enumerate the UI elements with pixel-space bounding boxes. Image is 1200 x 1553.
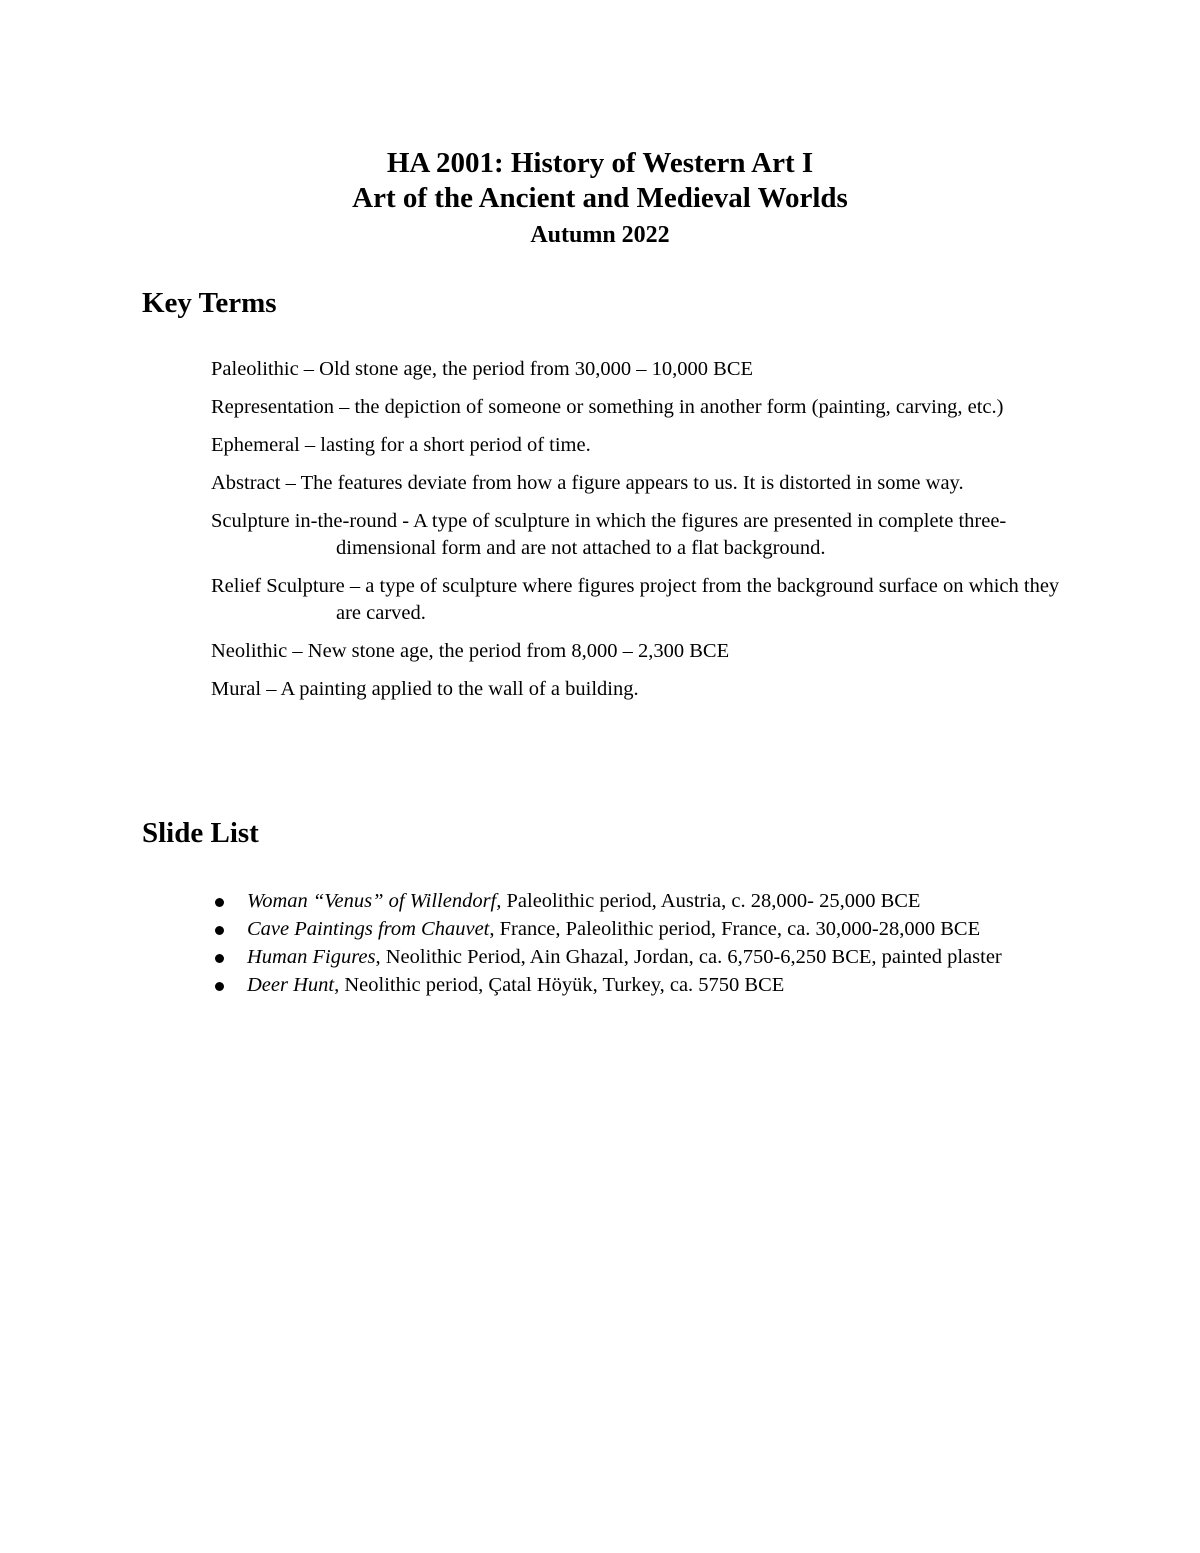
artwork-title: Cave Paintings from Chauvet — [247, 918, 490, 940]
key-term-item: Paleolithic – Old stone age, the period from 30,000 – 10,000 BCE — [211, 358, 754, 380]
course-subtitle: Art of the Ancient and Medieval Worlds — [352, 182, 848, 214]
key-term-item: Mural – A painting applied to the wall of a building. — [211, 678, 639, 700]
artwork-details: , France, Paleolithic period, France, ca. 30,000-28,000 BCE — [489, 918, 981, 940]
key-term-item: Sculpture in-the-round - A type of sculpture in which the figures are presented in complete three-dimensional form and are not attached to a flat background. — [211, 510, 1007, 559]
artwork-title: Deer Hunt — [247, 974, 335, 996]
key-terms-heading: Key Terms — [142, 287, 277, 319]
course-term: Autumn 2022 — [530, 222, 670, 248]
bullet-icon — [215, 926, 224, 935]
slide-list-heading: Slide List — [142, 817, 259, 849]
artwork-details: , Neolithic period, Çatal Höyük, Turkey, ca. 5750 BCE — [334, 974, 785, 996]
key-term-item: Neolithic – New stone age, the period from 8,000 – 2,300 BCE — [211, 640, 730, 662]
bullet-icon — [215, 982, 224, 991]
slide-list-item — [211, 916, 1061, 943]
artwork-details: Paleolithic period, Austria, c. 28,000- 25,000 BCE — [501, 890, 921, 912]
course-title: HA 2001: History of Western Art I — [386, 147, 814, 179]
slide-list-item — [211, 944, 1061, 971]
key-term-item: Abstract – The features deviate from how a figure appears to us. It is distorted in some way. — [211, 472, 964, 494]
key-terms-list — [211, 356, 1061, 714]
slide-list-item — [211, 888, 1061, 915]
artwork-title: Woman “Venus” of Willendorf, — [247, 890, 502, 912]
key-term-item: Representation – the depiction of someone or something in another form (painting, carving, etc.) — [211, 396, 1004, 418]
bullet-icon — [215, 898, 224, 907]
key-term-item: Ephemeral – lasting for a short period of time. — [211, 434, 591, 456]
artwork-title: Human Figures — [247, 946, 376, 968]
artwork-details: , Neolithic Period, Ain Ghazal, Jordan, ca. 6,750-6,250 BCE, painted plaster — [375, 946, 1002, 968]
document-header — [0, 146, 1200, 252]
slide-list — [211, 888, 1061, 1000]
key-term-item: Relief Sculpture – a type of sculpture where figures project from the background surface on which they are carved. — [211, 575, 1060, 624]
slide-list-item — [211, 972, 1061, 999]
bullet-icon — [215, 954, 224, 963]
